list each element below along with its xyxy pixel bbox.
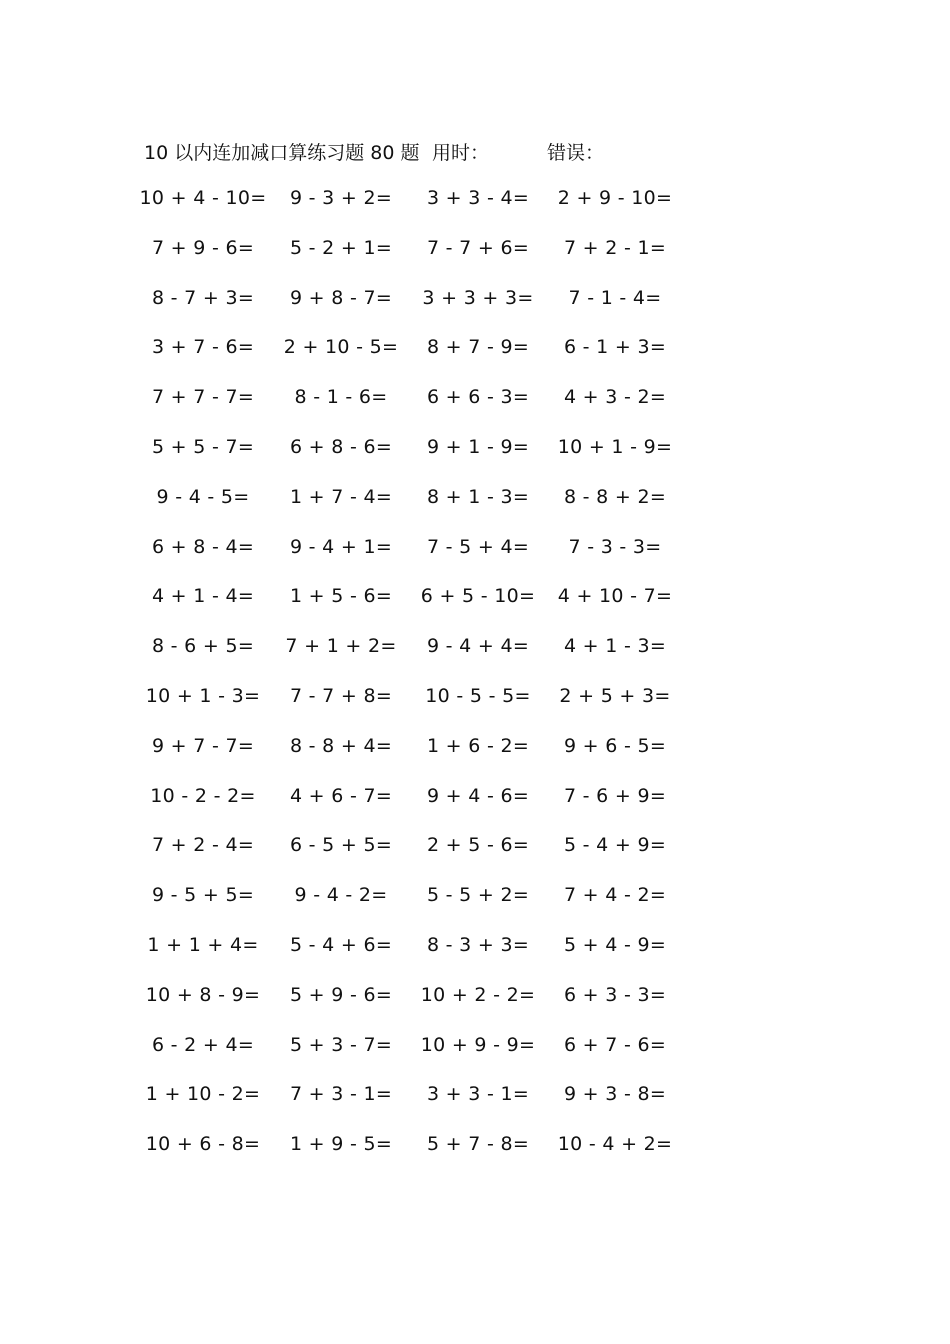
problem-row — [0, 585, 950, 635]
problem-item: 10 - 5 - 5= — [425, 684, 531, 707]
problem-item: 9 - 3 + 2= — [289, 187, 393, 209]
problem-item: 10 + 4 - 10= — [139, 187, 267, 209]
problem-item: 5 - 4 + 9= — [563, 834, 667, 857]
problem-item: 6 - 1 + 3= — [563, 336, 667, 359]
problem-item: 9 + 3 - 8= — [563, 1083, 667, 1106]
problem-item: 4 + 10 - 7= — [557, 585, 673, 608]
problem-grid — [0, 187, 950, 1183]
time-label: 用时： — [432, 142, 490, 164]
problem-item: 9 + 7 - 7= — [151, 734, 255, 757]
worksheet-title: 10 以内连加减口算练习题 80 题 — [144, 142, 420, 164]
problem-item: 7 + 9 - 6= — [151, 236, 255, 259]
problem-item: 10 + 1 - 3= — [145, 684, 261, 707]
problem-item: 5 - 4 + 6= — [289, 933, 393, 956]
problem-item: 1 + 1 + 4= — [147, 933, 259, 956]
problem-item: 1 + 7 - 4= — [289, 485, 393, 508]
problem-item: 5 - 2 + 1= — [289, 236, 393, 259]
problem-item: 7 + 2 - 4= — [151, 834, 255, 857]
problem-row — [0, 1034, 950, 1084]
problem-item: 8 - 8 + 4= — [289, 734, 393, 757]
problem-item: 3 + 3 - 1= — [426, 1083, 530, 1106]
problem-row — [0, 486, 950, 536]
problem-item: 1 + 10 - 2= — [145, 1083, 261, 1106]
problem-item: 1 + 9 - 5= — [289, 1133, 393, 1156]
problem-item: 9 + 6 - 5= — [563, 734, 667, 757]
worksheet-header — [0, 138, 950, 164]
problem-item: 4 + 3 - 2= — [563, 386, 667, 409]
problem-item: 4 + 6 - 7= — [289, 784, 393, 807]
problem-item: 6 + 7 - 6= — [563, 1033, 667, 1056]
problem-item: 7 + 1 + 2= — [285, 635, 397, 658]
problem-item: 4 + 1 - 3= — [563, 635, 667, 658]
problem-item: 10 + 2 - 2= — [420, 983, 536, 1006]
problem-row — [0, 1133, 950, 1183]
problem-item: 10 + 9 - 9= — [420, 1033, 536, 1056]
problem-item: 1 + 6 - 2= — [426, 734, 530, 757]
problem-item: 6 + 8 - 6= — [289, 435, 393, 458]
problem-row — [0, 536, 950, 586]
problem-item: 6 + 8 - 4= — [151, 535, 255, 558]
problem-item: 9 - 5 + 5= — [151, 884, 255, 907]
problem-item: 9 + 4 - 6= — [426, 784, 530, 807]
problem-item: 2 + 9 - 10= — [557, 187, 673, 209]
problem-row — [0, 834, 950, 884]
problem-item: 5 + 9 - 6= — [289, 983, 393, 1006]
problem-item: 3 + 3 + 3= — [422, 286, 534, 309]
problem-item: 3 + 7 - 6= — [151, 336, 255, 359]
problem-item: 10 - 4 + 2= — [557, 1133, 673, 1156]
problem-item: 7 + 7 - 7= — [151, 386, 255, 409]
problem-row — [0, 1083, 950, 1133]
problem-item: 5 + 5 - 7= — [151, 435, 255, 458]
problem-item: 2 + 5 - 6= — [426, 834, 530, 857]
problem-item: 7 - 6 + 9= — [563, 784, 667, 807]
problem-item: 10 + 8 - 9= — [145, 983, 261, 1006]
problem-item: 7 + 3 - 1= — [289, 1083, 393, 1106]
problem-item: 6 - 2 + 4= — [151, 1033, 255, 1056]
problem-item: 8 - 7 + 3= — [151, 286, 255, 309]
problem-item: 8 - 8 + 2= — [563, 485, 667, 508]
problem-item: 6 + 6 - 3= — [426, 386, 530, 409]
problem-item: 9 - 4 - 2= — [294, 884, 388, 907]
problem-item: 5 + 3 - 7= — [289, 1033, 393, 1056]
problem-item: 9 + 8 - 7= — [289, 286, 393, 309]
problem-item: 9 + 1 - 9= — [426, 435, 530, 458]
problem-row — [0, 735, 950, 785]
problem-row — [0, 635, 950, 685]
problem-item: 9 - 4 + 1= — [289, 535, 393, 558]
problem-item: 3 + 3 - 4= — [426, 187, 530, 209]
problem-row — [0, 884, 950, 934]
problem-row — [0, 187, 950, 237]
problem-row — [0, 436, 950, 486]
problem-row — [0, 287, 950, 337]
problem-item: 2 + 5 + 3= — [559, 684, 671, 707]
problem-item: 7 + 4 - 2= — [563, 884, 667, 907]
problem-row — [0, 984, 950, 1034]
problem-item: 8 - 3 + 3= — [426, 933, 530, 956]
problem-item: 8 - 6 + 5= — [151, 635, 255, 658]
problem-item: 6 + 3 - 3= — [563, 983, 667, 1006]
problem-item: 10 - 2 - 2= — [150, 784, 256, 807]
problem-item: 7 - 3 - 3= — [568, 535, 662, 558]
problem-item: 4 + 1 - 4= — [151, 585, 255, 608]
problem-item: 6 + 5 - 10= — [420, 585, 536, 608]
problem-item: 10 + 6 - 8= — [145, 1133, 261, 1156]
problem-item: 5 + 4 - 9= — [563, 933, 667, 956]
problem-item: 2 + 10 - 5= — [283, 336, 399, 359]
problem-item: 10 + 1 - 9= — [557, 435, 673, 458]
problem-row — [0, 386, 950, 436]
problem-row — [0, 934, 950, 984]
problem-item: 7 - 5 + 4= — [426, 535, 530, 558]
problem-item: 7 - 7 + 6= — [426, 236, 530, 259]
problem-item: 7 - 7 + 8= — [289, 684, 393, 707]
problem-item: 7 - 1 - 4= — [568, 286, 662, 309]
problem-item: 6 - 5 + 5= — [289, 834, 393, 857]
problem-item: 8 + 1 - 3= — [426, 485, 530, 508]
problem-item: 9 - 4 - 5= — [156, 485, 250, 508]
problem-item: 8 - 1 - 6= — [294, 386, 388, 409]
problem-item: 5 - 5 + 2= — [426, 884, 530, 907]
problem-item: 7 + 2 - 1= — [563, 236, 667, 259]
problem-row — [0, 685, 950, 735]
problem-item: 9 - 4 + 4= — [426, 635, 530, 658]
problem-row — [0, 237, 950, 287]
error-label: 错误： — [547, 142, 605, 164]
problem-item: 1 + 5 - 6= — [289, 585, 393, 608]
problem-item: 5 + 7 - 8= — [426, 1133, 530, 1156]
problem-row — [0, 336, 950, 386]
problem-row — [0, 785, 950, 835]
problem-item: 8 + 7 - 9= — [426, 336, 530, 359]
